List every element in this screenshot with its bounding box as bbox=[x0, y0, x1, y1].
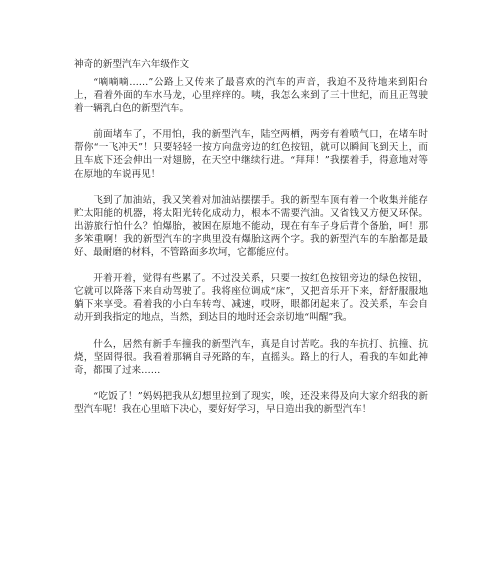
paragraph-5: 什么，居然有新手车撞我的新型汽车，真是自讨苦吃。我的车抗打、抗撞、抗烧，坚固得很。我看着那辆自寻死路的车，直摇头。路上的行人，看我的车如此神奇，都围了过来…… bbox=[74, 338, 428, 376]
paragraph-1: “嘀嘀嘀……”公路上又传来了最喜欢的汽车的声音，我迫不及待地来到阳台上，看着外面的车水马龙，心里痒痒的。咦，我怎么来到了三十世纪，而且正驾驶着一辆乳白色的新型汽车。 bbox=[74, 77, 428, 115]
paragraph-3: 飞到了加油站，我又笑着对加油站摆摆手。我的新型车顶有着一个收集并能存贮太阳能的机器，将太阳光转化成动力，根本不需要汽油。又省钱又方便又环保。出游旅行怕什么？怕爆胎，被困在原地不能动，现在有车子身后背个备胎，呵！那多笨重啊！我的新型汽车的字典里没有爆胎这两个字。我的新型汽车的车胎都是最好、最耐磨的材料，不管路面多坎坷，它都能应付。 bbox=[74, 194, 428, 259]
paragraph-2: 前面堵车了，不用怕，我的新型汽车，陆空两栖，两旁有着喷气口，在堵车时帮你“一飞冲天”！只要轻轻一按方向盘旁边的红色按钮，就可以瞬间飞到天上，而且车底下还会伸出一对翅膀，在天空中继续行进。“拜拜！”我摆着手，得意地对等在原地的车说再见！ bbox=[74, 129, 428, 180]
document-page bbox=[74, 58, 428, 429]
paragraph-6: “吃饭了！”妈妈把我从幻想里拉到了现实，唉，还没来得及向大家介绍我的新型汽车呢！我在心里暗下决心，要好好学习，早日造出我的新型汽车！ bbox=[74, 390, 428, 415]
document-title: 神奇的新型汽车六年级作文 bbox=[74, 59, 190, 70]
paragraph-4: 开着开着，觉得有些累了。不过没关系，只要一按红色按钮旁边的绿色按钮，它就可以降落下来自动驾驶了。我将座位调成“床”，又把音乐开下来，舒舒服服地躺下来享受。看着我的小白车转弯、减速，哎呀，眼都闭起来了。没关系，车会自动开到我指定的地点，当然，到达目的地时还会亲切地“叫醒”我。 bbox=[74, 273, 428, 324]
